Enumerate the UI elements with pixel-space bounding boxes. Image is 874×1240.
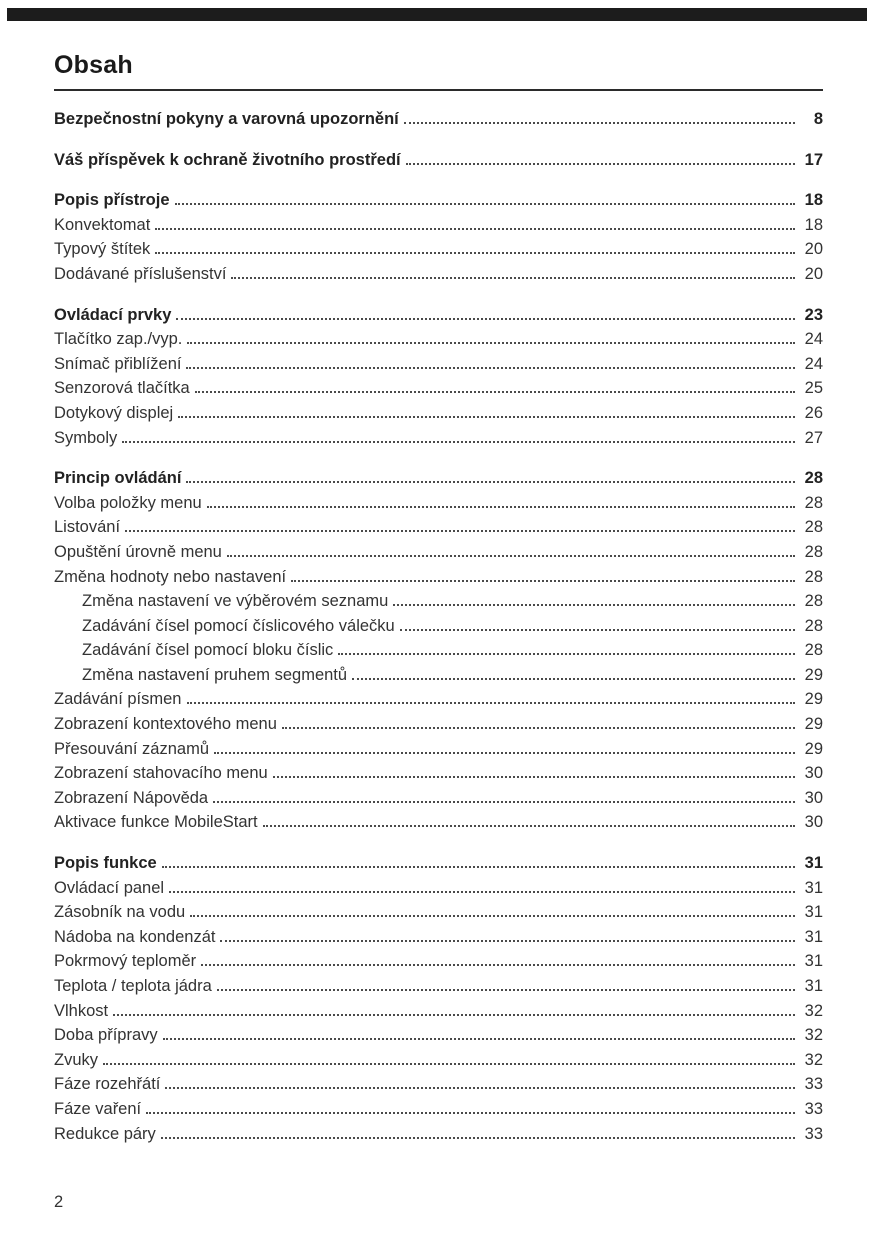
toc-leader-dots bbox=[400, 629, 795, 631]
toc-leader-dots bbox=[217, 989, 795, 991]
toc-entry-page: 28 bbox=[804, 567, 823, 586]
toc-entry-page: 25 bbox=[804, 379, 823, 398]
toc-entry-label: Vlhkost bbox=[54, 1001, 109, 1020]
toc-entry[interactable] bbox=[54, 761, 823, 786]
toc-entry-page: 32 bbox=[804, 1050, 823, 1069]
toc-entry-page: 20 bbox=[804, 264, 823, 283]
toc-entry[interactable] bbox=[54, 949, 823, 974]
toc-leader-dots bbox=[273, 776, 795, 778]
title-rule bbox=[54, 89, 823, 91]
toc-entry-page: 30 bbox=[804, 788, 823, 807]
toc-entry[interactable] bbox=[54, 900, 823, 925]
toc-leader-dots bbox=[169, 891, 795, 893]
toc-entry[interactable] bbox=[54, 188, 823, 213]
toc-entry-label: Snímač přiblížení bbox=[54, 354, 182, 373]
toc-entry-page: 30 bbox=[804, 764, 823, 783]
toc-leader-dots bbox=[231, 277, 795, 279]
toc-entry[interactable] bbox=[54, 352, 823, 377]
toc-entry-page: 31 bbox=[804, 952, 823, 971]
toc-entry-label: Změna nastavení pruhem segmentů bbox=[82, 665, 348, 684]
toc-entry[interactable] bbox=[54, 737, 823, 762]
toc-entry[interactable] bbox=[54, 515, 823, 540]
toc-leader-dots bbox=[186, 367, 795, 369]
toc-entry-page: 29 bbox=[804, 715, 823, 734]
toc-entry-label: Aktivace funkce MobileStart bbox=[54, 813, 258, 832]
toc-entry[interactable] bbox=[54, 663, 823, 688]
toc-entry-label: Popis přístroje bbox=[54, 191, 170, 210]
toc-leader-dots bbox=[162, 866, 795, 868]
toc-leader-dots bbox=[213, 801, 795, 803]
toc-entry[interactable] bbox=[54, 148, 823, 173]
toc-entry-page: 28 bbox=[804, 493, 823, 512]
toc-entry[interactable] bbox=[54, 1097, 823, 1122]
toc-entry-page: 30 bbox=[804, 813, 823, 832]
toc-entry[interactable] bbox=[54, 1048, 823, 1073]
toc-entry[interactable] bbox=[54, 974, 823, 999]
toc-leader-dots bbox=[163, 1038, 795, 1040]
header-bar bbox=[7, 8, 867, 21]
toc-leader-dots bbox=[155, 252, 795, 254]
toc-leader-dots bbox=[406, 163, 795, 165]
toc-entry-page: 33 bbox=[804, 1124, 823, 1143]
toc-entry-page: 24 bbox=[804, 354, 823, 373]
toc-entry[interactable] bbox=[54, 638, 823, 663]
toc-entry-page: 26 bbox=[804, 403, 823, 422]
toc-entry[interactable] bbox=[54, 213, 823, 238]
toc-entry-label: Zobrazení Nápověda bbox=[54, 788, 209, 807]
toc-entry-page: 23 bbox=[804, 305, 823, 324]
toc-entry-label: Ovládací prvky bbox=[54, 305, 172, 324]
toc-entry[interactable] bbox=[54, 540, 823, 565]
toc-entry-label: Zobrazení kontextového menu bbox=[54, 715, 277, 734]
toc-entry-label: Symboly bbox=[54, 428, 118, 447]
toc-entry[interactable] bbox=[54, 237, 823, 262]
toc-entry-label: Bezpečnostní pokyny a varovná upozornění bbox=[54, 110, 399, 128]
toc-entry-page: 32 bbox=[804, 1001, 823, 1020]
toc-entry-label: Zásobník na vodu bbox=[54, 903, 186, 922]
toc-entry[interactable] bbox=[54, 1023, 823, 1048]
toc-entry-label: Změna hodnoty nebo nastavení bbox=[54, 567, 287, 586]
toc-entry[interactable] bbox=[54, 262, 823, 287]
toc-entry-page: 31 bbox=[804, 854, 823, 873]
toc-entry-label: Zadávání čísel pomocí číslicového válečku bbox=[82, 616, 395, 635]
toc-entry-label: Přesouvání záznamů bbox=[54, 739, 210, 758]
toc-leader-dots bbox=[291, 580, 795, 582]
toc-leader-dots bbox=[178, 416, 795, 418]
toc-list bbox=[54, 107, 823, 1146]
toc-entry-label: Dotykový displej bbox=[54, 403, 174, 422]
footer-page-number: 2 bbox=[54, 1193, 64, 1211]
toc-entry[interactable] bbox=[54, 687, 823, 712]
toc-entry-label: Popis funkce bbox=[54, 854, 157, 873]
toc-entry-label: Opuštění úrovně menu bbox=[54, 542, 222, 561]
toc-entry-page: 31 bbox=[804, 903, 823, 922]
toc-leader-dots bbox=[393, 604, 795, 606]
toc-entry[interactable] bbox=[54, 565, 823, 590]
toc-entry-page: 32 bbox=[804, 1026, 823, 1045]
toc-leader-dots bbox=[146, 1112, 795, 1114]
toc-entry-label: Fáze vaření bbox=[54, 1099, 142, 1118]
toc-leader-dots bbox=[113, 1014, 795, 1016]
toc-entry-label: Teplota / teplota jádra bbox=[54, 977, 212, 995]
toc-leader-dots bbox=[338, 653, 795, 655]
toc-entry-page: 28 bbox=[804, 518, 823, 537]
toc-entry-page: 28 bbox=[804, 641, 823, 660]
toc-leader-dots bbox=[155, 228, 795, 230]
toc-entry-label: Změna nastavení ve výběrovém seznamu bbox=[82, 592, 389, 611]
toc-entry[interactable] bbox=[54, 491, 823, 516]
toc-entry-label: Senzorová tlačítka bbox=[54, 379, 190, 398]
toc-entry-page: 28 bbox=[804, 616, 823, 635]
toc-leader-dots bbox=[214, 752, 795, 754]
toc-entry[interactable] bbox=[54, 376, 823, 401]
toc-entry[interactable] bbox=[54, 712, 823, 737]
toc-entry-label: Zadávání písmen bbox=[54, 690, 182, 709]
toc-leader-dots bbox=[175, 203, 795, 205]
toc-entry[interactable] bbox=[54, 851, 823, 876]
toc-leader-dots bbox=[161, 1137, 795, 1139]
toc-leader-dots bbox=[176, 318, 795, 320]
toc-leader-dots bbox=[263, 825, 795, 827]
toc-entry-label: Konvektomat bbox=[54, 215, 151, 234]
toc-entry[interactable] bbox=[54, 1122, 823, 1147]
toc-entry-page: 28 bbox=[804, 469, 823, 488]
toc-entry-label: Zobrazení stahovacího menu bbox=[54, 764, 268, 783]
toc-entry-label: Zadávání čísel pomocí bloku číslic bbox=[82, 641, 334, 660]
toc-entry[interactable] bbox=[54, 876, 823, 901]
toc-entry[interactable] bbox=[54, 810, 823, 835]
toc-entry[interactable] bbox=[54, 999, 823, 1024]
toc-leader-dots bbox=[122, 441, 795, 443]
toc-leader-dots bbox=[165, 1087, 795, 1089]
toc-entry-page: 18 bbox=[804, 215, 823, 234]
toc-entry-page: 17 bbox=[804, 150, 823, 169]
toc-entry-label: Listování bbox=[54, 518, 121, 537]
toc-leader-dots bbox=[103, 1063, 795, 1065]
toc-entry-page: 29 bbox=[804, 690, 823, 709]
toc-entry-page: 18 bbox=[804, 191, 823, 210]
toc-entry-page: 31 bbox=[804, 878, 823, 897]
toc-leader-dots bbox=[227, 555, 795, 557]
toc-entry[interactable] bbox=[54, 466, 823, 491]
toc-entry-label: Fáze rozehřátí bbox=[54, 1075, 161, 1094]
toc-entry-label: Váš příspěvek k ochraně životního prostředí bbox=[54, 150, 401, 169]
toc-entry-page: 20 bbox=[804, 240, 823, 259]
toc-entry-page: 33 bbox=[804, 1075, 823, 1094]
toc-entry[interactable] bbox=[54, 925, 823, 950]
toc-entry[interactable] bbox=[54, 786, 823, 811]
toc-entry-label: Ovládací panel bbox=[54, 878, 165, 897]
toc-entry-label: Doba přípravy bbox=[54, 1026, 158, 1045]
toc-entry-page: 31 bbox=[804, 977, 823, 995]
toc-entry-label: Pokrmový teploměr bbox=[54, 952, 197, 971]
toc-leader-dots bbox=[186, 481, 795, 483]
toc-entry[interactable] bbox=[54, 327, 823, 352]
toc-entry[interactable] bbox=[54, 303, 823, 328]
toc-entry[interactable] bbox=[54, 614, 823, 639]
toc-entry-page: 8 bbox=[813, 110, 823, 128]
toc-entry-page: 31 bbox=[804, 927, 823, 946]
toc-entry-page: 28 bbox=[804, 542, 823, 561]
toc-entry[interactable] bbox=[54, 1072, 823, 1097]
toc-entry-label: Princip ovládání bbox=[54, 469, 182, 488]
toc-leader-dots bbox=[282, 727, 795, 729]
toc-entry-label: Dodávané příslušenství bbox=[54, 264, 227, 283]
toc-entry-label: Redukce páry bbox=[54, 1124, 156, 1143]
toc-entry-page: 29 bbox=[804, 665, 823, 684]
toc-leader-dots bbox=[201, 964, 795, 966]
toc-entry-label: Volba položky menu bbox=[54, 493, 202, 512]
toc-entry-page: 24 bbox=[804, 330, 823, 349]
toc-entry-label: Nádoba na kondenzát bbox=[54, 927, 216, 946]
toc-entry-label: Tlačítko zap./vyp. bbox=[54, 330, 183, 349]
toc-entry-label: Typový štítek bbox=[54, 240, 151, 259]
toc-entry[interactable] bbox=[54, 107, 823, 132]
page-title: Obsah bbox=[54, 51, 133, 79]
toc-entry-page: 27 bbox=[804, 428, 823, 447]
toc-leader-dots bbox=[125, 530, 795, 532]
toc-leader-dots bbox=[190, 915, 795, 917]
toc-entry[interactable] bbox=[54, 426, 823, 451]
toc-page bbox=[54, 50, 823, 1146]
toc-entry-page: 29 bbox=[804, 739, 823, 758]
toc-leader-dots bbox=[195, 391, 795, 393]
toc-entry[interactable] bbox=[54, 589, 823, 614]
toc-entry[interactable] bbox=[54, 401, 823, 426]
toc-leader-dots bbox=[220, 940, 795, 942]
toc-entry-label: Zvuky bbox=[54, 1050, 99, 1069]
toc-leader-dots bbox=[404, 122, 795, 124]
toc-leader-dots bbox=[207, 506, 795, 508]
toc-leader-dots bbox=[187, 342, 795, 344]
toc-entry-page: 33 bbox=[804, 1099, 823, 1118]
toc-leader-dots bbox=[352, 678, 795, 680]
toc-leader-dots bbox=[187, 702, 796, 704]
toc-entry-page: 28 bbox=[804, 592, 823, 611]
